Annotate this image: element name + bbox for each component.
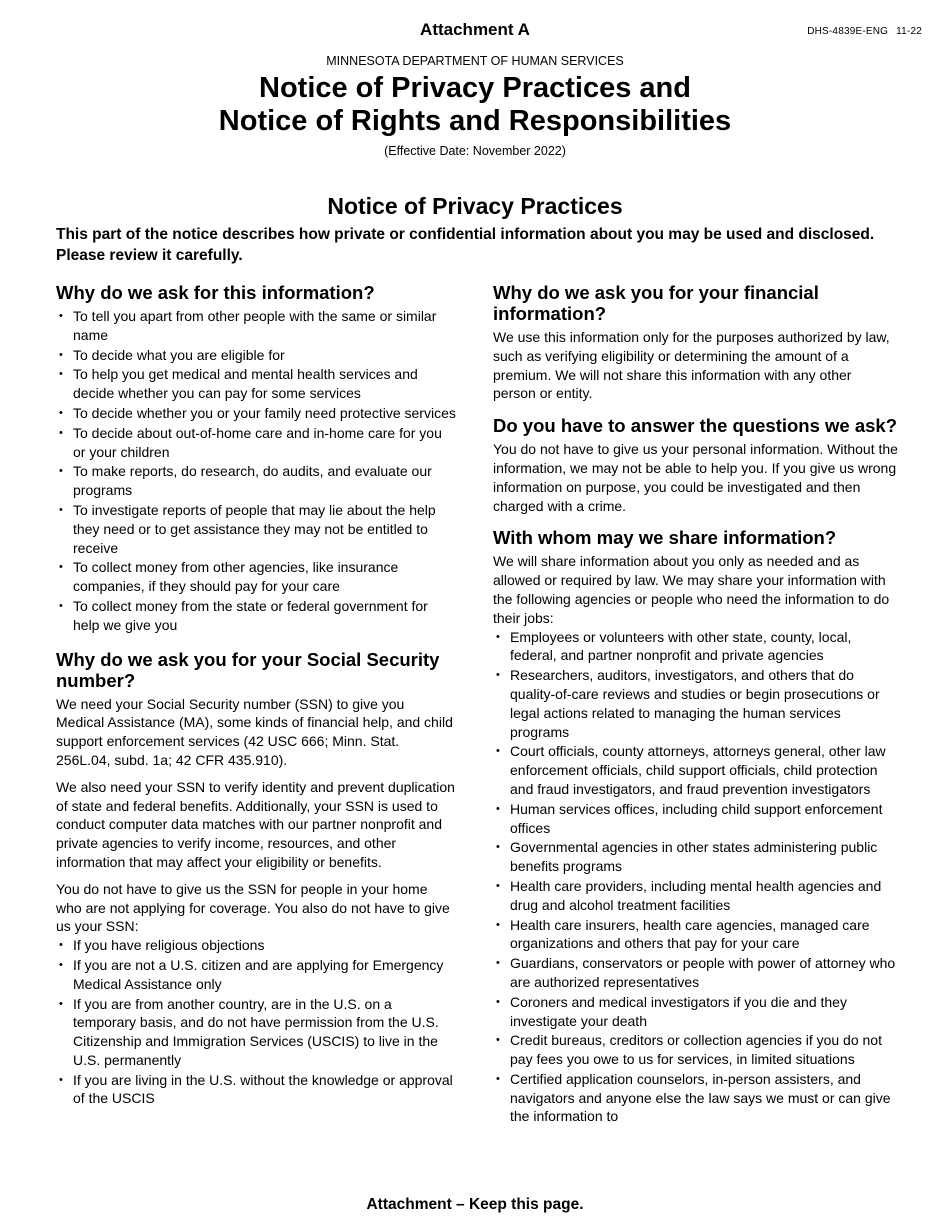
list-item: • Certified application counselors, in-person assisters, and navigators and anyone else the law says we must or can give the information to (493, 1070, 898, 1126)
share-list (493, 628, 898, 1127)
list-item: • If you have religious objections (56, 936, 456, 955)
form-date: 11-22 (896, 26, 922, 37)
answer-text: You do not have to give us your personal information. Without the information, we may not be able to help you. If you give us wrong information on purpose, you could be investigated and then charged with a crime. (493, 441, 898, 514)
list-item: • To help you get medical and mental health services and decide whether you can pay for some services (56, 365, 456, 403)
why-info-heading: Why do we ask for this information? (56, 282, 375, 303)
title-line-1: Notice of Privacy Practices and (259, 72, 691, 104)
list-item: • To decide whether you or your family need protective services (56, 404, 456, 423)
list-item: • To decide about out-of-home care and in-home care for you or your children (56, 424, 456, 462)
list-item: • Health care insurers, health care agencies, managed care organizations and others that pay for your care (493, 916, 898, 954)
ssn-exemption-list (56, 936, 456, 1108)
list-item: • Researchers, auditors, investigators, and others that do quality-of-care reviews and studies or begin prosecutions or legal actions related to managing the human services programs (493, 666, 898, 741)
list-item: • To tell you apart from other people with the same or similar name (56, 307, 456, 345)
list-item: • To investigate reports of people that may lie about the help they need or to get assistance they may not be entitled to receive (56, 501, 456, 557)
ssn-paragraph-2: We also need your SSN to verify identity and prevent duplication of state and federal benefits. Additionally, your SSN is used to conduct computer data matches with our partner nonprofit and private agencies to verify income, resources, and other information that may affect your eligibility or benefits. (56, 778, 455, 870)
list-item: • Guardians, conservators or people with power of attorney who are authorized representatives (493, 954, 898, 992)
page-title (0, 72, 950, 138)
financial-text: We use this information only for the purposes authorized by law, such as verifying eligibility or determining the amount of a premium. We will not share this information with any other person or entity. (493, 329, 890, 402)
section-intro: This part of the notice describes how private or confidential information about you may be used and disclosed. Please review it carefully. (56, 226, 875, 264)
answer-section (493, 415, 898, 515)
share-section (493, 527, 898, 1126)
list-item: • Court officials, county attorneys, attorneys general, other law enforcement officials, child support officials, child protection and fraud investigators, and fraud prevention investigators (493, 742, 898, 798)
attachment-label: Attachment A (420, 20, 530, 39)
list-item: • Coroners and medical investigators if you die and they investigate your death (493, 993, 898, 1031)
list-item: • If you are living in the U.S. without the knowledge or approval of the USCIS (56, 1071, 456, 1109)
list-item: • If you are from another country, are in the U.S. on a temporary basis, and do not have permission from the U.S. Citizenship and Immigration Services (USCIS) to live in the U.S. permanently (56, 995, 456, 1070)
list-item: • To make reports, do research, do audits, and evaluate our programs (56, 462, 456, 500)
financial-section (493, 282, 898, 403)
department-name: MINNESOTA DEPARTMENT OF HUMAN SERVICES (326, 54, 624, 68)
answer-heading: Do you have to answer the questions we ask? (493, 415, 898, 437)
list-item: • Employees or volunteers with other state, county, local, federal, and partner nonprofit and private agencies (493, 628, 898, 666)
list-item: • To collect money from the state or federal government for help we give you (56, 597, 456, 635)
effective-date: (Effective Date: November 2022) (384, 144, 566, 158)
ssn-section (56, 649, 456, 1109)
ssn-paragraph-1: We need your Social Security number (SSN) to give you Medical Assistance (MA), some kinds of financial help, and child support enforcement services (42 USC 666; Minn. Stat. 256L.04, subd. 1a; 42 CFR 435.910). (56, 695, 453, 768)
right-column (493, 282, 898, 1140)
page-footer: Attachment – Keep this page. (366, 1196, 584, 1213)
list-item: • Human services offices, including child support enforcement offices (493, 800, 898, 838)
form-id (799, 26, 922, 37)
list-item: • Credit bureaus, creditors or collection agencies if you do not pay fees you owe to us for services, in limited situations (493, 1031, 898, 1069)
list-item: • Governmental agencies in other states administering public benefits programs (493, 838, 898, 876)
ssn-heading: Why do we ask you for your Social Security number? (56, 648, 440, 691)
list-item: • To collect money from other agencies, like insurance companies, if they should pay for your care (56, 558, 456, 596)
section-title: Notice of Privacy Practices (327, 193, 623, 219)
list-item: • Health care providers, including mental health agencies and drug and alcohol treatment facilities (493, 877, 898, 915)
list-item: • To decide what you are eligible for (56, 346, 456, 365)
why-info-section (56, 282, 456, 635)
ssn-paragraph-3: You do not have to give us the SSN for people in your home who are not applying for coverage. You also do not have to give us your SSN: (56, 880, 450, 935)
list-item: • If you are not a U.S. citizen and are applying for Emergency Medical Assistance only (56, 956, 456, 994)
form-code: DHS-4839E-ENG (807, 26, 889, 37)
share-heading: With whom may we share information? (493, 527, 837, 549)
title-line-2: Notice of Rights and Responsibilities (218, 105, 732, 137)
financial-heading: Why do we ask you for your financial information? (493, 282, 819, 324)
left-column (56, 282, 456, 1122)
why-info-list (56, 307, 456, 635)
share-text: We will share information about you only as needed and as allowed or required by law. We may share your information with the following agencies or people who need the information to do their jobs: (493, 553, 890, 626)
